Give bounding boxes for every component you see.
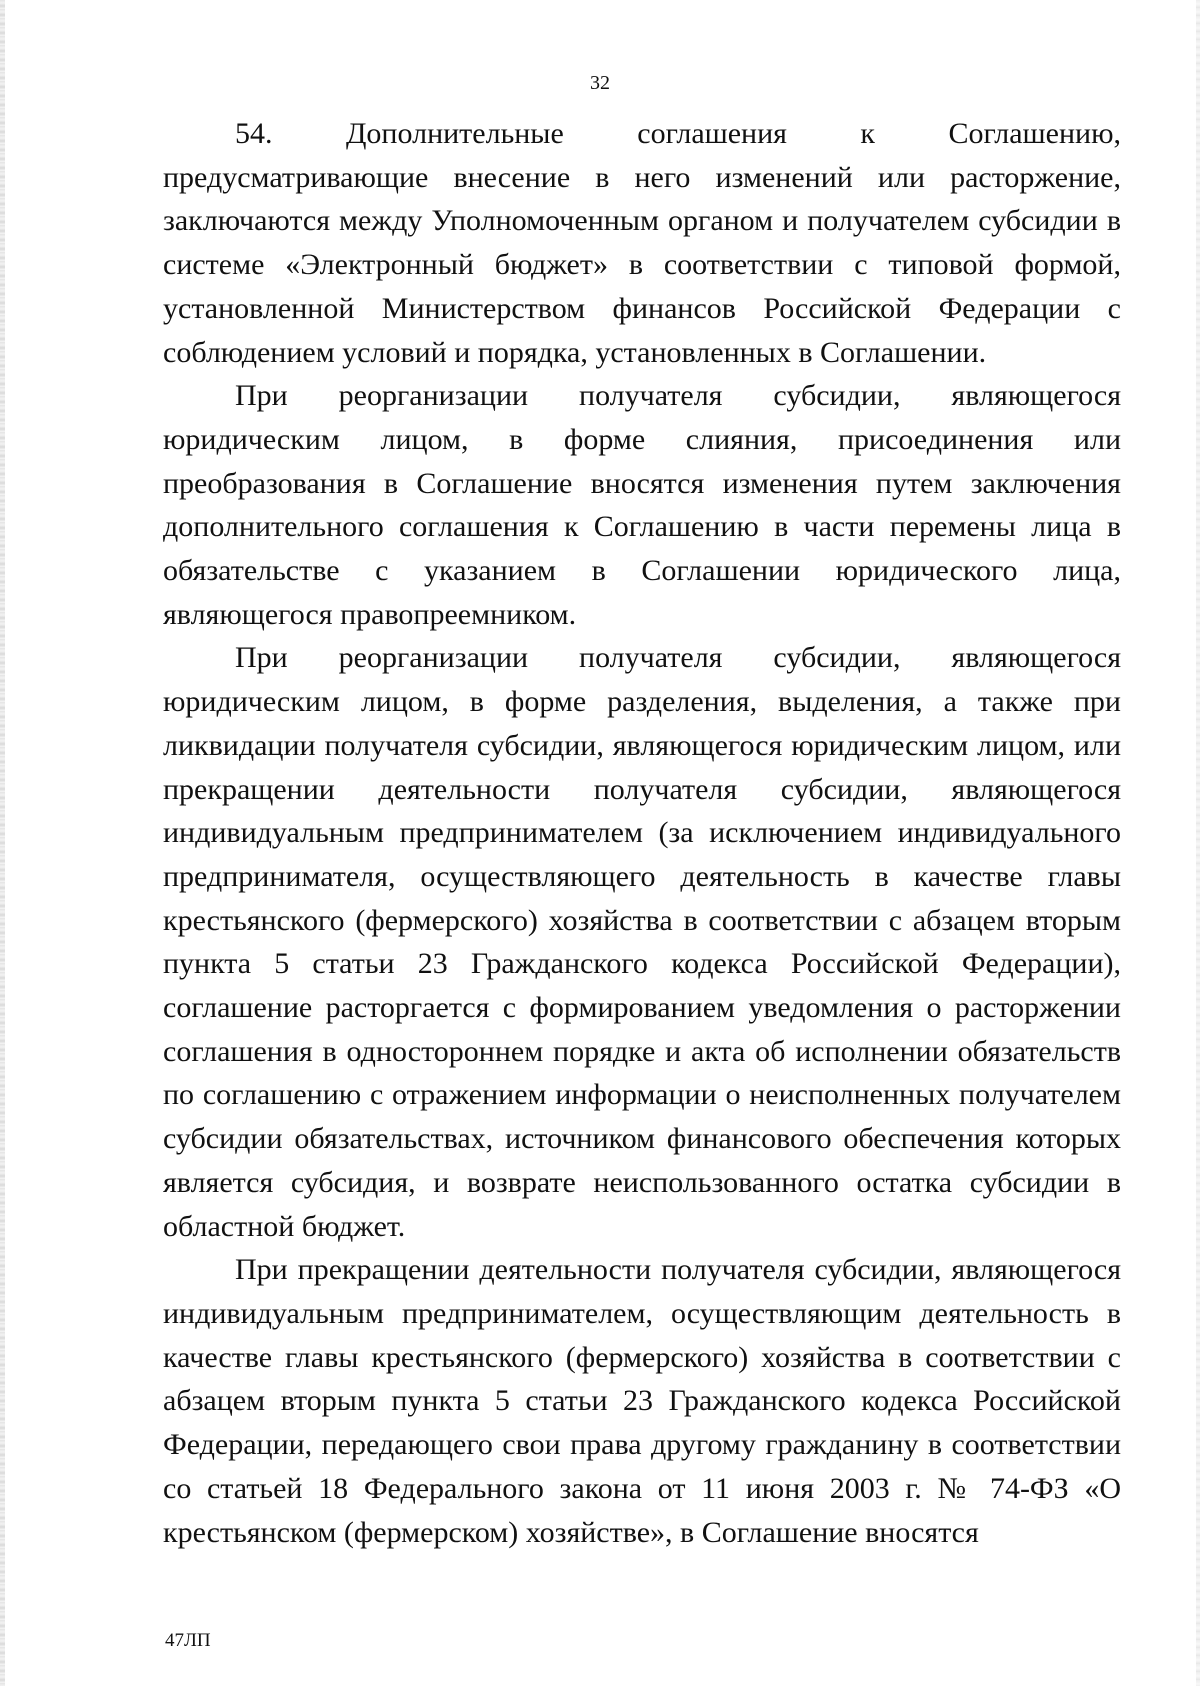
page-number: 32: [590, 72, 610, 94]
scan-edge-left: [0, 0, 5, 1686]
paragraph-farm-head-termination: При прекращении деятельности получателя субсидии, являющегося индивидуальным предпринимателем, осуществляющим деятельность в качестве главы крестьянского (фермерского) хозяйства в соответствии с абзацем вторым пункта 5 статьи 23 Гражданского кодекса Российской Федерации, передающего свои права другому гражданину в соответствии со статьей 18 Федерального закона от 11 июня 2003 г. № 74-ФЗ «О крестьянском (фермерском) хозяйстве», в Соглашение вносятся: [163, 1253, 1121, 1549]
paragraph-54: 54. Дополнительные соглашения к Соглашению, предусматривающие внесение в него изменений или расторжение, заключаются между Уполномоченным органом и получателем субсидии в системе «Электронный бюджет» в соответствии с типовой формой, установленной Министерством финансов Российской Федерации с соблюдением условий и порядка, установленных в Соглашении.: [163, 117, 1121, 369]
paragraph-reorganization-merger: При реорганизации получателя субсидии, являющегося юридическим лицом, в форме слияния, присоединения или преобразования в Соглашение вносятся изменения путем заключения дополнительного соглашения к Соглашению в части перемены лица в обязательстве с указанием в Соглашении юридического лица, являющегося правопреемником.: [163, 379, 1121, 631]
scan-edge-right: [1196, 0, 1200, 1686]
footer-code: 47ЛП: [165, 1630, 211, 1651]
document-body: [163, 112, 1121, 1554]
paragraph-reorganization-division: При реорганизации получателя субсидии, являющегося юридическим лицом, в форме разделения, выделения, а также при ликвидации получателя субсидии, являющегося юридическим лицом, или прекращении деятельности получателя субсидии, являющегося индивидуальным предпринимателем (за исключением индивидуального предпринимателя, осуществляющего деятельность в качестве главы крестьянского (фермерского) хозяйства в соответствии с абзацем вторым пункта 5 статьи 23 Гражданского кодекса Российской Федерации), соглашение расторгается с формированием уведомления о расторжении соглашения в одностороннем порядке и акта об исполнении обязательств по соглашению с отражением информации о неисполненных получателем субсидии обязательствах, источником финансового обеспечения которых является субсидия, и возврате неиспользованного остатка субсидии в областной бюджет.: [163, 641, 1121, 1243]
